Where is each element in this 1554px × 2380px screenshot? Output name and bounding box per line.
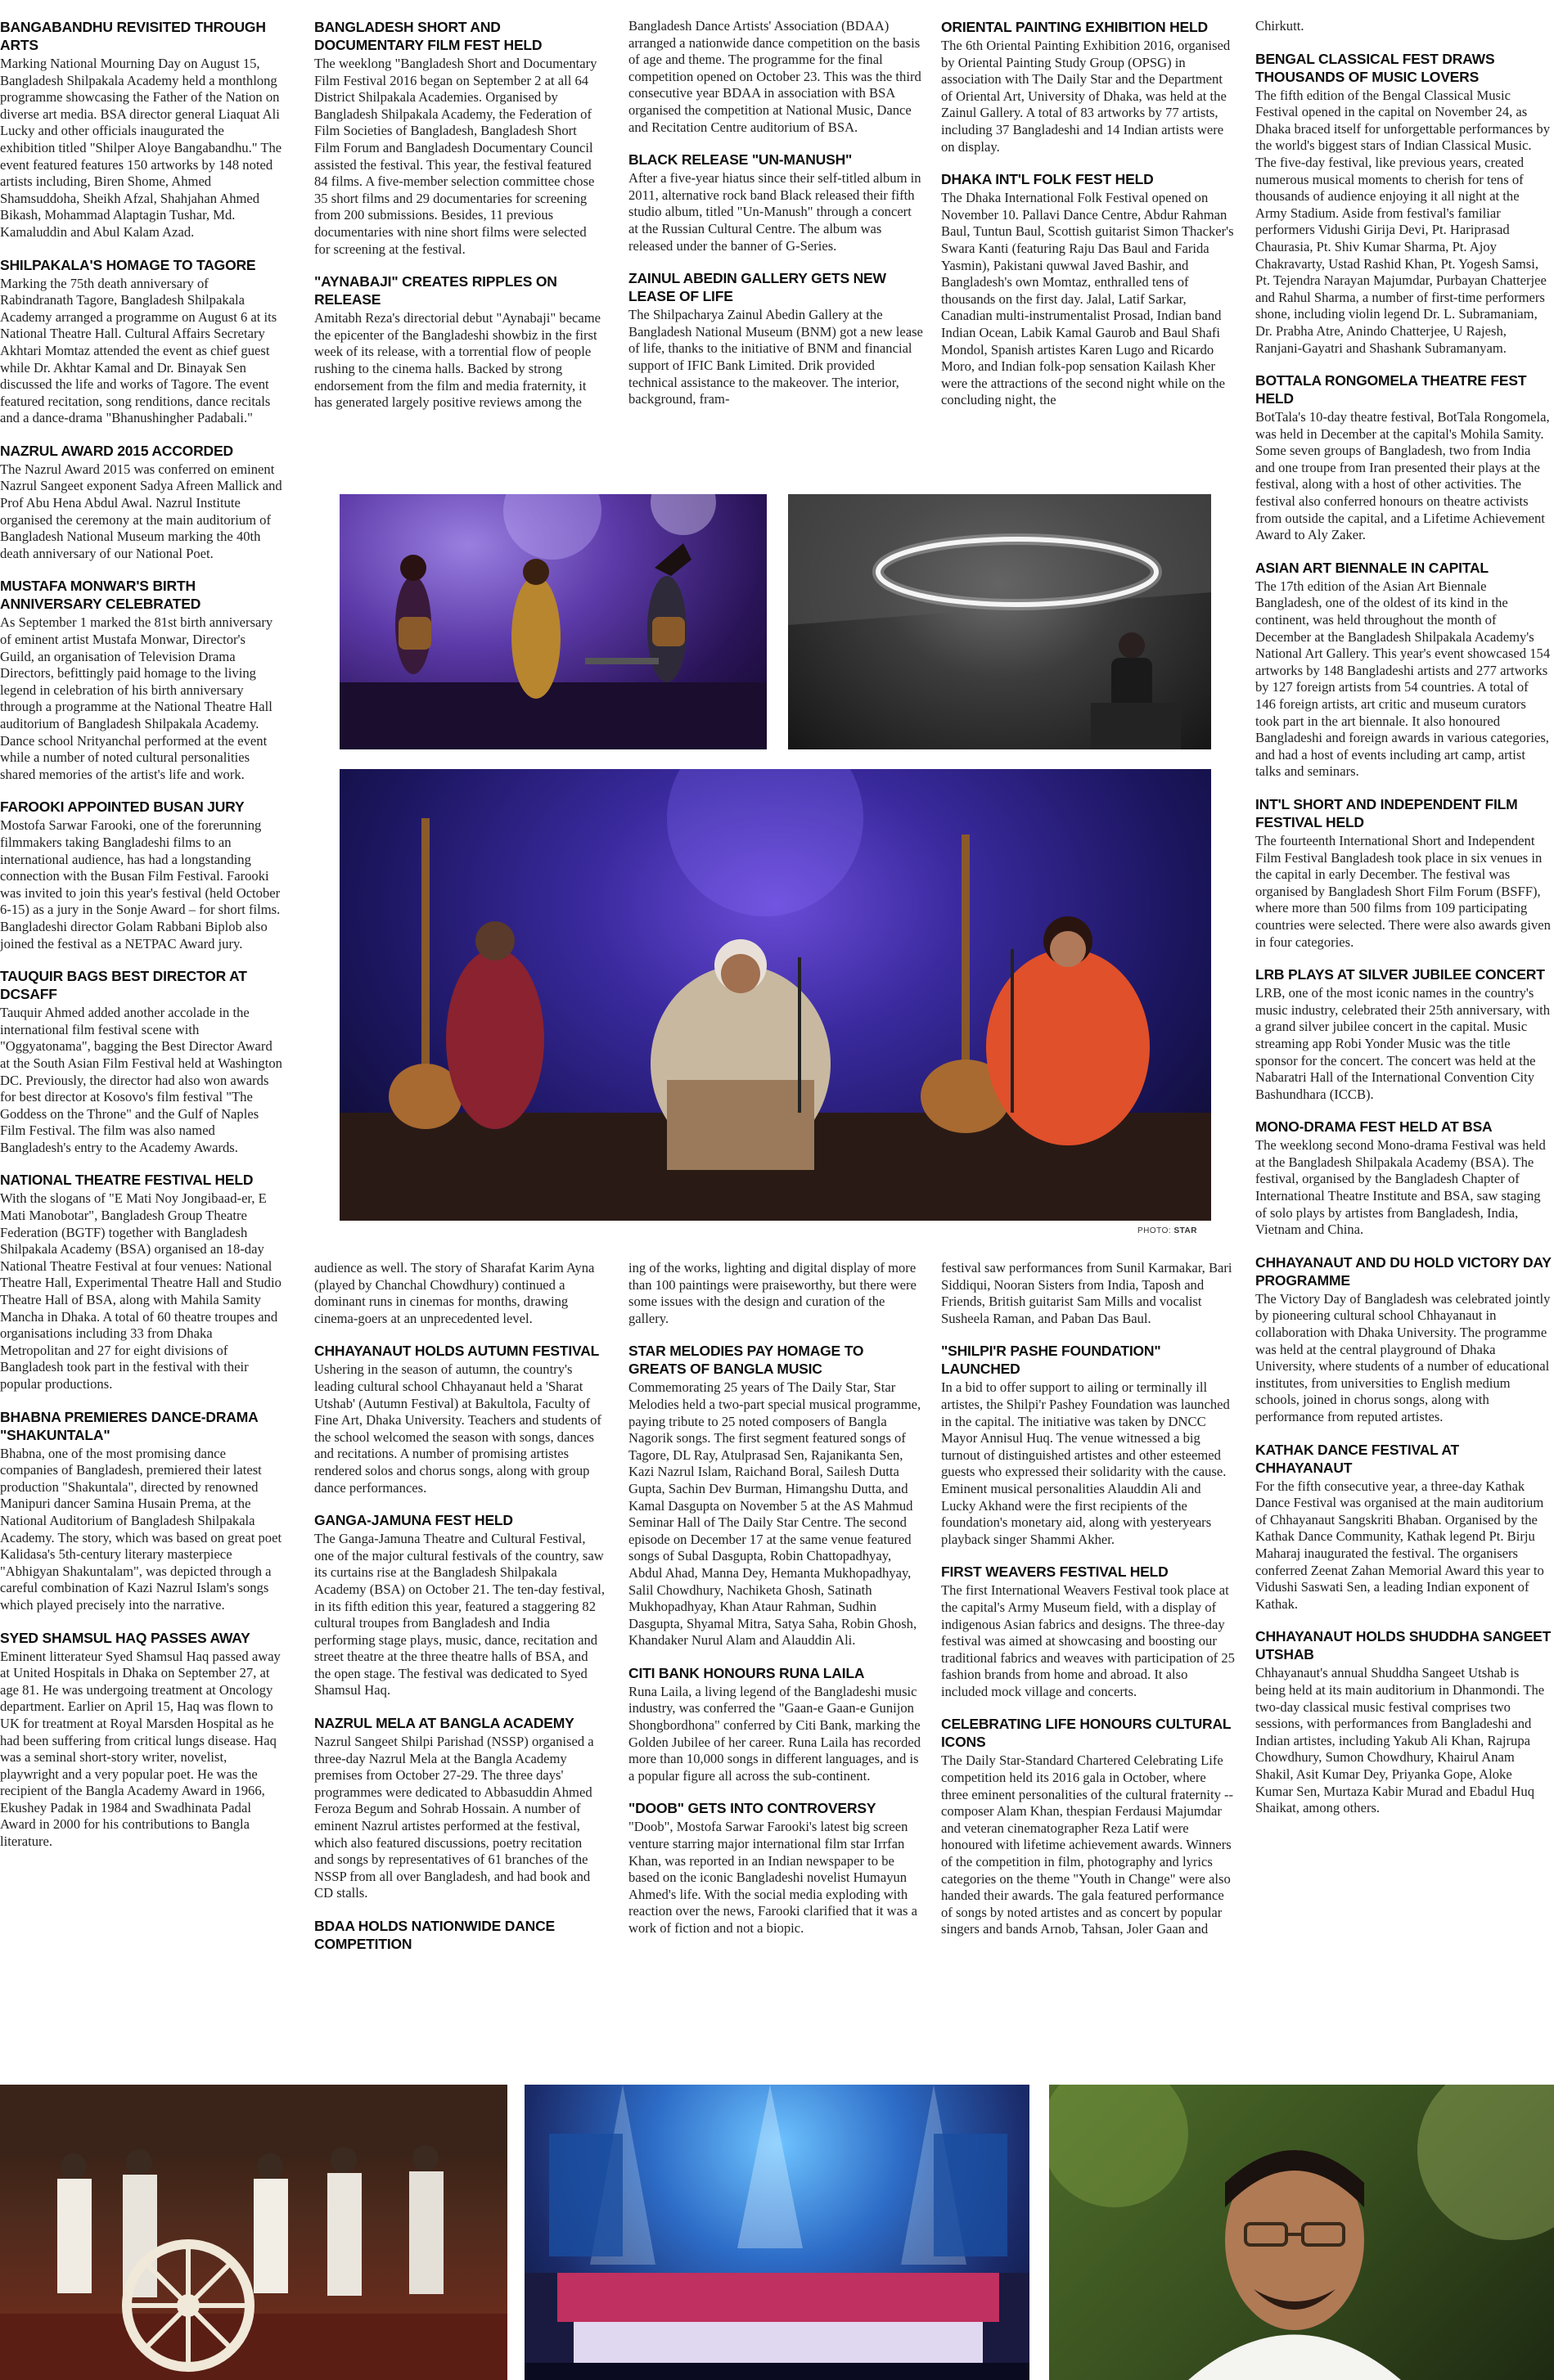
article: [628, 1664, 923, 1785]
article-body: festival saw performances from Sunil Karmakar, Bari Siddiqui, Nooran Sisters from India, Taposh and Friends, British guitarist Sam Mills and vocalist Susheela Raman, and Paban Das Baul.: [941, 1260, 1232, 1326]
article-body: As September 1 marked the 81st birth anniversary of eminent artist Mustafa Monwar, Director's Guild, an organisation of Television Drama Directors, befittingly paid homage to the living legend in celebration of his birth anniversary through a programme at the National Theatre Hall auditorium of Bangladesh Shilpakala Academy. Dance school Nrityanchal performed at the event while a number of noted cultural personalities shared memories of the artist's life and work.: [0, 614, 273, 782]
article-headline: BANGLADESH SHORT AND DOCUMENTARY FILM FEST HELD: [314, 19, 543, 53]
article: [628, 18, 923, 136]
article: [1255, 1627, 1552, 1816]
article: [1255, 1253, 1552, 1426]
article: [628, 1799, 923, 1937]
article-body: "Doob", Mostofa Sarwar Farooki's latest big screen venture starring major international film star Irrfan Khan, was reported in an Indian newspaper to be based on the iconic Bangladeshi novelist Humayun Ahmed's life. With the social media exploding with reaction over the news, Farooki clarified that it was a work of fiction and not a biopic.: [628, 1819, 917, 1936]
article-body: Bangladesh Dance Artists' Association (BDAA) arranged a nationwide dance competition on the basis of age and theme. The programme for the final competition opened on October 23. This was the third consecutive year BDAA in association with BSA organised the competition at National Music, Dance and Recitation Centre auditorium of BSA.: [628, 18, 921, 135]
article: [941, 1260, 1236, 1327]
article-headline: INT'L SHORT AND INDEPENDENT FILM FESTIVAL HELD: [1255, 795, 1518, 830]
article: [941, 18, 1236, 155]
article-headline: CITI BANK HONOURS RUNA LAILA: [628, 1664, 865, 1681]
column-2-top: [314, 18, 605, 472]
wheel-ceremony-icon: [0, 2085, 507, 2380]
article-headline: TAUQUIR BAGS BEST DIRECTOR AT DCSAFF: [0, 968, 247, 1003]
article-body: The 17th edition of the Asian Art Biennale Bangladesh, one of the oldest of its kind in the continent, was held throughout the month of December at the Bangladesh Shilpakala Academy's National Art Gallery. This year's event showcased 154 artworks by 148 Bangladeshi artists and 277 artworks by 127 foreign artists from 54 countries. A total of 146 foreign artists, art critic and museum curators took part in the art biennale. It also honoured Bangladeshi and foreign awards in various categories, and had a host of events including art camp, artist talks and seminars.: [1255, 578, 1551, 780]
article-headline: CELEBRATING LIFE HONOURS CULTURAL ICONS: [941, 1716, 1232, 1751]
article-headline: CHHAYANAUT HOLDS SHUDDHA SANGEET UTSHAB: [1255, 1628, 1552, 1663]
article: [1255, 18, 1552, 35]
article: [314, 1511, 605, 1699]
article-body: The 6th Oriental Painting Exhibition 2016, organised by Oriental Painting Study Group (OPSG) in association with The Daily Star and the Department of Oriental Art, University of Dhaka, was held at the Zainul Gallery. A total of 83 artworks by 77 artists, including 37 Bangladeshi and 14 Indian artists were on display.: [941, 38, 1231, 155]
article-headline: ZAINUL ABEDIN GALLERY GETS NEW LEASE OF LIFE: [628, 270, 886, 305]
column-1: [0, 18, 282, 2092]
article-body: audience as well. The story of Sharafat Karim Ayna (played by Chanchal Chowdhury) continued a dominant runs in cinemas for months, drawing cinema-goers at an unprecedented level.: [314, 1260, 595, 1326]
article-headline: SHILPAKALA'S HOMAGE TO TAGORE: [0, 256, 256, 273]
article-body: The Victory Day of Bangladesh was celebrated jointly by pioneering cultural school Chhayanaut in collaboration with Dhaka University. The programme was held at the central playground of Dhaka University, where students of a number of educational institutes, from universities to English medium schools, joined in chorus songs, along with performance from reputed artistes.: [1255, 1290, 1551, 1424]
article-body: Marking the 75th death anniversary of Rabindranath Tagore, Bangladesh Shilpakala Academy arranged a programme on August 6 at its National Theatre Hall. Cultural Affairs Secretary Akhtari Momtaz attended the event as chief guest while Dr. Akhtar Kamal and Dr. Binayak Sen discussed the life and works of Tagore. The event featured recitation, song renditions, dance recitals and a dance-drama "Bhanushingher Padabali.": [0, 275, 277, 426]
article-headline: ASIAN ART BIENNALE IN CAPITAL: [1255, 559, 1489, 576]
article: [1255, 1118, 1552, 1239]
column-5: [1255, 18, 1552, 2092]
stage-chorus-icon: [525, 2085, 1029, 2380]
article-body: Commemorating 25 years of The Daily Star, Star Melodies held a two-part special musical programme, paying tribute to 25 noted composers of Bangla Nagorik songs. The first segment featured songs of Tagore, DL Ray, Atulprasad Sen, Rajanikanta Sen, Kazi Nazrul Islam, Raichand Boral, Sailesh Dutta Gupta, Sachin Dev Burman, Himangshu Dutta, and Kamal Dasgupta on November 5 at the AS Mahmud Seminar Hall of The Daily Star Centre. The second episode on December 17 at the same venue featured songs of Subal Dasgupta, Robin Chattopadhyay, Abdul Ahad, Manna Dey, Hemanta Mukhopadhyay, Salil Chowdhury, Nachiketa Ghosh, Satinath Mukhopadhyay, Khan Ataur Rahman, Sudhin Dasgupta, Shyamal Mitra, Satya Saha, Robin Ghosh, Khandaker Nurul Alam and Alauddin Ali.: [628, 1379, 921, 1649]
article-headline: NATIONAL THEATRE FESTIVAL HELD: [0, 1172, 254, 1189]
article-body: The fourteenth International Short and Independent Film Festival Bangladesh took place in six venues in the capital in early December. The festival was organised by Bangladesh Short Film Forum (BSFF), where more than 500 films from 109 participating countries were selected. There were also awards given in four categories.: [1255, 832, 1551, 950]
article: [941, 1715, 1236, 1938]
article-body: The Daily Star-Standard Chartered Celebrating Life competition held its 2016 gala in October, where three eminent personalities of the cultural fraternity -- composer Alam Khan, thespian Ferdausi Majumdar and veteran cinematographer Reza Latif were honoured with lifetime achievement awards. Winners of the competition in film, photography and lyrics categories on the theme "Youth in Change" were also handed their awards. The gala featured performance of songs by noted artistes and as concert by popular singers and bands Arnob, Tahsan, Joler Gaan and: [941, 1752, 1234, 1937]
article: [0, 1171, 282, 1392]
article-body: After a five-year hiatus since their self-titled album in 2011, alternative rock band Black released their fifth studio album, titled "Un-Manush" through a concert at the Russian Cultural Centre. The album was released under the banner of G-Series.: [628, 170, 921, 254]
article-headline: STAR MELODIES PAY HOMAGE TO GREATS OF BANGLA MUSIC: [628, 1343, 864, 1378]
article-body: Ushering in the season of autumn, the country's leading cultural school Chhayanaut held a 'Sharat Utshab' (Autumn Festival) at Bakultola, Faculty of Fine Art, Dhaka University. Teachers and students of the school welcomed the season with songs, dances and recitations. A number of promising artistes rendered solos and chorus songs, along with group dance performances.: [314, 1361, 601, 1496]
article-headline: LRB PLAYS AT SILVER JUBILEE CONCERT: [1255, 966, 1545, 983]
photo-classical-singers: [340, 769, 1211, 1221]
article-body: Mostofa Sarwar Farooki, one of the forerunning filmmakers taking Bangladeshi films to an international audience, has had a longstanding connection with the Busan Film Festival. Farooki was invited to join this year's festival (held October 6-15) as a jury in the Sonje Award – for short films. Bangladeshi director Golam Rabbani Biplob also joined the festival as a NETPAC Award jury.: [0, 817, 281, 952]
article: [941, 170, 1236, 409]
article: [0, 1629, 282, 1851]
article-body: The weeklong "Bangladesh Short and Documentary Film Festival 2016 began on September 2 at all 64 District Shilpakala Academies. Organised by Bangladesh Shilpakala Academy, the Federation of Film Societies of Bangladesh, Bangladesh Short Film Forum and Bangladesh Documentary Council assisted the festival. This year, the festival featured 84 films. A five-member selection committee chose 35 short films and 29 documentaries for screening from 200 submissions. Besides, 11 previous documentaries with nine short films were selected for screening at the festival.: [314, 56, 597, 257]
article-body: Amitabh Reza's directorial debut "Aynabaji" became the epicenter of the Bangladeshi showbiz in the first week of its release, with a torrential flow of people rushing to the cinema halls. Backed by strong endorsement from the film and media fraternity, it has generated largely positive reviews among the: [314, 310, 601, 411]
article: [1255, 371, 1552, 544]
photo-gallery-installation: [788, 494, 1211, 749]
article: [1255, 50, 1552, 358]
article-body: The fifth edition of the Bengal Classical Music Festival opened in the capital on November 24, as Dhaka braced itself for unforgettable performances by the world's biggest stars of Indian Classical Music. The five-day festival, like previous years, created numerous musical moments to cherish for tens of thousands of audience enjoying it all night at the Army Stadium. Aside from festival's familiar performers Vidushi Girija Devi, Pt. Hariprasad Chaurasia, Pt. Shiv Kumar Sharma, Pt. Ajoy Chakravarty, Ustad Rashid Khan, Pt. Yogesh Samsi, Pt. Tejendra Narayan Majumdar, Purbayan Chatterjee and Rahul Sharma, a number of first-time performers shone, including violin legend Dr. L. Subramaniam, Dr. Prabha Atre, Anindo Chatterjee, U Rajesh, Ranjani-Gayatri and Shashank Subramanyam.: [1255, 87, 1550, 356]
article-headline: GANGA-JAMUNA FEST HELD: [314, 1512, 513, 1529]
photo-concert-stage: [340, 494, 767, 749]
article-body: Bhabna, one of the most promising dance companies of Bangladesh, premiered their latest production "Shakuntala", directed by renowned Manipuri dancer Samina Husain Prema, at the National Auditorium of Bangladesh Shilpakala Academy. The story, which was based on great poet Kalidasa's 5th-century literary masterpiece "Abhigyan Shakuntalam", was depicted through a careful combination of Kazi Nazrul Islam's songs which played precisely into the narrative.: [0, 1445, 282, 1613]
article: [0, 18, 282, 241]
article: [0, 1408, 282, 1614]
portrait-man-glasses-icon: [1049, 2085, 1554, 2380]
concert-performers-icon: [340, 494, 767, 749]
article-body: The Shilpacharya Zainul Abedin Gallery at the Bangladesh National Museum (BNM) got a new lease of life, thanks to the initiative of BNM and financial support of IFIC Bank Limited. Drik provided technical assistance to the makeover. The interior, background, fram-: [628, 307, 923, 407]
article-headline: MUSTAFA MONWAR'S BIRTH ANNIVERSARY CELEBRATED: [0, 578, 201, 613]
photo-theatre-fest-inauguration: [0, 2085, 507, 2380]
article-body: The Nazrul Award 2015 was conferred on eminent Nazrul Sangeet exponent Sadya Afreen Mallick and Prof Abu Hena Abdul Awal. Nazrul Institute organised the ceremony at the main auditorium of Bangladesh National Museum marking the 40th death anniversary of our National Poet.: [0, 461, 282, 561]
column-3-bottom: [628, 1260, 923, 2092]
article-body: Chirkutt.: [1255, 18, 1304, 34]
article-headline: CHHAYANAUT AND DU HOLD VICTORY DAY PROGRAMME: [1255, 1253, 1552, 1289]
article: [628, 1260, 923, 1327]
article: [628, 1342, 923, 1649]
article-body: Nazrul Sangeet Shilpi Parishad (NSSP) organised a three-day Nazrul Mela at the Bangla Academy premises from October 27-29. The three days' programmes were dedicated to Abbasuddin Ahmed Feroza Begum and Sohrab Hossain. A number of eminent Nazrul artistes performed at the festival, which also featured discussions, poetry recitation and songs by representatives of 61 branches of the NSSP from all over Bangladesh, and had book and CD stalls.: [314, 1734, 594, 1901]
article-headline: BANGABANDHU REVISITED THROUGH ARTS: [0, 19, 266, 53]
article-headline: BENGAL CLASSICAL FEST DRAWS THOUSANDS OF MUSIC LOVERS: [1255, 50, 1495, 85]
photo-star-melodies-stage: [525, 2085, 1029, 2380]
article-headline: FAROOKI APPOINTED BUSAN JURY: [0, 799, 245, 816]
article-headline: BHABNA PREMIERES DANCE-DRAMA "SHAKUNTALA": [0, 1408, 258, 1443]
article: [1255, 795, 1552, 951]
article-headline: BOTTALA RONGOMELA THEATRE FEST HELD: [1255, 372, 1527, 407]
article: [314, 1342, 605, 1496]
article-body: Marking National Mourning Day on August 15, Bangladesh Shilpakala Academy held a monthlong programme showcasing the Father of the Nation on diverse art media. BSA director general Liaquat Ali Lucky and other officials inaugurated the exhibition titled "Shilper Aloye Bangabandhu." The event featured features 150 artworks by 148 noted artists including, Biren Shome, Ahmed Shamsuddoha, Sheikh Afzal, Shahjahan Ahmed Bikash, Mohammad Alaptagin Tushar, Md. Kamaluddin and Abul Kalam Azad.: [0, 56, 282, 240]
column-4-top: [941, 18, 1236, 472]
article-body: In a bid to offer support to ailing or terminally ill artistes, the Shilpi'r Pashey Foundation was launched in the capital. The initiative was taken by DNCC Mayor Annisul Huq. The venue witnessed a big turnout of distinguished artistes and other esteemed guests who expressed their solidarity with the cause. Eminent musical personalities Alauddin Ali and Lucky Akhand were the first recipients of the foundation's monetary aid, along with yesteryears playback singer Shammi Akher.: [941, 1379, 1230, 1547]
article: [0, 442, 282, 563]
article-headline: MONO-DRAMA FEST HELD AT BSA: [1255, 1118, 1493, 1136]
photo-credit: PHOTO: STAR: [1137, 1226, 1197, 1235]
article-body: LRB, one of the most iconic names in the country's music industry, celebrated their 25th anniversary, with a grand silver jubilee concert in the capital. Music streaming app Robi Yonder Music was the title sponsor for the concert. The concert was held at the Nabaratri Hall of the International Convention City Bashundhara (ICCB).: [1255, 985, 1551, 1102]
article: [314, 1714, 605, 1902]
article-headline: "AYNABAJI" CREATES RIPPLES ON RELEASE: [314, 273, 557, 308]
article: [0, 798, 282, 952]
light-ring-installation-icon: [788, 494, 1211, 749]
article-body: BotTala's 10-day theatre festival, BotTala Rongomela, was held in December at the capital's Mohila Samity. Some seven groups of Bangladesh, two from India and one troupe from Iran presented their plays at the festival, along with a host of other activities. The festival also conferred honours on theatre activists from outside the capital, and a Lifetime Achievement Award to Aly Zaker.: [1255, 409, 1550, 543]
article-headline: SYED SHAMSUL HAQ PASSES AWAY: [0, 1629, 250, 1646]
article: [1255, 559, 1552, 781]
article: [941, 1342, 1236, 1548]
article-headline: ORIENTAL PAINTING EXHIBITION HELD: [941, 19, 1208, 35]
article: [1255, 1441, 1552, 1613]
article-body: The Ganga-Jamuna Theatre and Cultural Festival, one of the major cultural festivals of the country, saw its curtains rise at the Bangladesh Shilpakala Academy (BSA) on October 21. The ten-day festival, in its fifth edition this year, featured a staggering 82 cultural troupes from Bangladesh and India performing stage plays, music, dance, recitation and street theatre at the three theatre halls of BSA, and the open stage. The festival was dedicated to Syed Shamsul Haq.: [314, 1531, 605, 1698]
article-body: The weeklong second Mono-drama Festival was held at the Bangladesh Shilpakala Academy (BSA). The festival, organised by the Bangladesh Chapter of International Theatre Institute and BSA, saw staging of solo plays by artistes from Bangladesh, India, Vietnam and China.: [1255, 1137, 1546, 1238]
article: [0, 256, 282, 427]
article-body: The first International Weavers Festival took place at the capital's Army Museum field, with a display of indigenous Asian fabrics and designs. The three-day festival was aimed at showcasing and boosting our traditional fabrics and weaves with participation of 25 fashion brands from home and abroad. It also included mock village and concerts.: [941, 1582, 1235, 1699]
article: [314, 1260, 605, 1327]
article-body: Tauquir Ahmed added another accolade in the international film festival scene with "Oggyatonama", bagging the Best Director Award at the South Asian Film Festival held at Washington DC. Previously, the director had also won awards for best director at Kosovo's film festival "The Goddess on the Throne" and the Gulf of Naples Film Festival. The film was also named Bangladesh's entry to the Academy Awards.: [0, 1005, 282, 1155]
article-headline: "DOOB" GETS INTO CONTROVERSY: [628, 1800, 876, 1817]
article-headline: NAZRUL MELA AT BANGLA ACADEMY: [314, 1715, 574, 1732]
article-headline: "SHILPI'R PASHE FOUNDATION" LAUNCHED: [941, 1343, 1161, 1378]
article-headline: BDAA HOLDS NATIONWIDE DANCE COMPETITION: [314, 1918, 556, 1952]
article-headline: CHHAYANAUT HOLDS AUTUMN FESTIVAL: [314, 1343, 600, 1360]
classical-vocalists-with-tanpura-icon: [340, 769, 1211, 1221]
column-2-bottom: [314, 1260, 605, 2092]
article-body: For the fifth consecutive year, a three-day Kathak Dance Festival was organised at the main auditorium of Chhayanaut Sangskriti Bhaban. Organised by the Kathak Dance Community, Kathak legend Pt. Birju Maharaj inaugurated the festival. The organisers conferred Zeenat Zahan Memorial Award this year to Vidushi Saswati Sen, a leading Indian exponent of Kathak.: [1255, 1478, 1544, 1612]
article: [314, 1917, 605, 1953]
article-body: ing of the works, lighting and digital display of more than 100 paintings were praiseworthy, but there were some issues with the design and curation of the gallery.: [628, 1260, 917, 1326]
article: [0, 967, 282, 1156]
article-headline: KATHAK DANCE FESTIVAL AT CHHAYANAUT: [1255, 1441, 1459, 1476]
article-headline: BLACK RELEASE "UN-MANUSH": [628, 151, 853, 169]
column-3-top: [628, 18, 923, 472]
article-headline: NAZRUL AWARD 2015 ACCORDED: [0, 442, 233, 459]
article-headline: FIRST WEAVERS FESTIVAL HELD: [941, 1563, 1169, 1581]
article-body: Runa Laila, a living legend of the Bangladeshi music industry, was conferred the "Gaan-e Gaan-e Gunijon Shongbordhona" conferred by Citi Bank, marking the Golden Jubilee of her career. Runa Laila has recorded more than 10,000 songs in different languages, and is a popular figure all across the sub-continent.: [628, 1683, 921, 1784]
article: [941, 1563, 1236, 1700]
article: [628, 269, 923, 408]
article: [314, 18, 605, 258]
article: [0, 577, 282, 783]
article-body: Eminent litterateur Syed Shamsul Haq passed away at United Hospitals in Dhaka on September 27, at age 81. He was undergoing treatment at Oncology department. Earlier on April 15, Haq was flown to UK for treatment at Royal Marsden Hospital as he had been suffering from critical lungs disease. Haq was a seminal short-story writer, novelist, playwright and a very popular poet. He was the recipient of the Bangla Academy Award in 1966, Ekushey Padak in 1984 and Swadhinata Padal Award in 2000 for his contributions to Bangla literature.: [0, 1648, 281, 1850]
article-headline: DHAKA INT'L FOLK FEST HELD: [941, 171, 1154, 188]
article-body: The Dhaka International Folk Festival opened on November 10. Pallavi Dance Centre, Abdur Rahman Baul, Tuntun Baul, Scottish guitarist Simon Thacker's Swara Kanti (featuring Raju Das Baul and Farida Yasmin), Pakistani quwwal Javed Bashir, and Bangladesh's own Momtaz, enthralled tens of thousands on the first day. Jalal, Latif Sarkar, Canadian multi-instrumentalist Prosad, Indian band Indian Ocean, Labik Kamal Gaurob and Baul Shafi Mondol, Spanish artistes Karen Lugo and Ricardo Moro, and Indian folk-pop sensation Kailash Kher were the attractions of the second night while on the concluding night, the: [941, 190, 1234, 408]
article: [628, 151, 923, 254]
photo-farooki-portrait: [1049, 2085, 1554, 2380]
article: [1255, 965, 1552, 1103]
article-body: Chhayanaut's annual Shuddha Sangeet Utshab is being held at its main auditorium in Dhanmondi. The two-day classical music festival comprises two sessions, with performances from Bangladeshi and Indian artistes, including Yakub Ali Khan, Rajrupa Chowdhury, Sumon Chowdhury, Khairul Anam Shakil, Asit Kumar Dey, Priyanka Gope, Aloke Kumar Sen, Murtaza Kabir Murad and Ebadul Huq Shaikat, among others.: [1255, 1665, 1545, 1816]
article: [314, 272, 605, 412]
column-4-bottom: [941, 1260, 1236, 2092]
article-body: With the slogans of "E Mati Noy Jongibaad-er, E Mati Manobotar", Bangladesh Group Theatre Federation (BGTF) together with Bangladesh Shilpakala Academy (BSA) organised an 18-day National Theatre Festival at four venues: National Theatre Hall, Experimental Theatre Hall and Studio Theatre Hall of BSA, along with Mahila Samity Mancha in Dhaka. A total of 60 theatre troupes and organisations including 33 from Dhaka Metropolitan and 27 for eight divisions of Bangladesh took part in the festival with their popular productions.: [0, 1190, 282, 1392]
